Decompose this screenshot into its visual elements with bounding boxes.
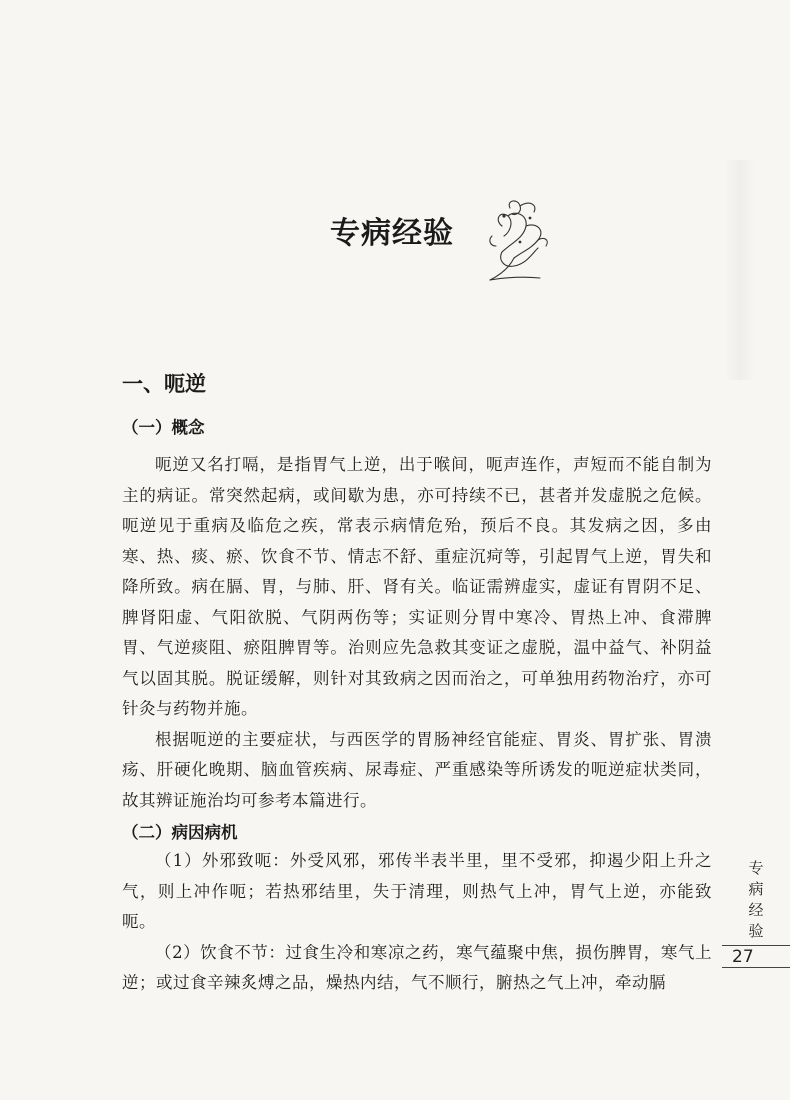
paragraph: （2）饮食不节：过食生冷和寒凉之药，寒气蕴聚中焦，损伤脾胃，寒气上逆；或过食辛辣炙煿之品，燥热内结，气不顺行，腑热之气上冲，牵动膈 <box>122 942 712 992</box>
page-number-rule-top <box>722 945 790 946</box>
subsection-heading-causes: （二）病因病机 <box>122 823 238 842</box>
concept-text <box>122 450 712 816</box>
cause-text <box>122 846 712 999</box>
chapter-title: 专病经验 <box>330 216 454 251</box>
page-number-rule-bottom <box>722 967 790 968</box>
paragraph: （1）外邪致呃：外受风邪，邪传半表半里，里不受邪，抑遏少阳上升之气，则上冲作呃；若热邪结里，失于清理，则热气上冲，胃气上逆，亦能致呃。 <box>122 851 712 931</box>
page-number: 27 <box>732 947 754 967</box>
side-tab-char: 专 <box>748 859 764 877</box>
side-tab-char: 病 <box>748 880 764 898</box>
paragraph: 呃逆又名打嗝，是指胃气上逆，出于喉间，呃声连作，声短而不能自制为主的病证。常突然起病，或间歇为患，亦可持续不已，甚者并发虚脱之危候。呃逆见于重病及临危之疾，常表示病情危殆，预后不良。其发病之因，多由寒、热、痰、瘀、饮食不节、情志不舒、重症沉疴等，引起胃气上逆，胃失和降所致。病在膈、胃，与肺、肝、肾有关。临证需辨虚实，虚证有胃阴不足、脾肾阳虚、气阳欲脱、气阴两伤等；实证则分胃中寒冷、胃热上冲、食滞脾胃、气逆痰阻、瘀阻脾胃等。治则应先急救其变证之虚脱，温中益气、补阴益气以固其脱。脱证缓解，则针对其致病之因而治之，可单独用药物治疗，亦可针灸与药物并施。 <box>122 455 712 718</box>
chapter-title-block <box>310 196 570 296</box>
page-shadow <box>725 160 755 380</box>
side-tab-char: 验 <box>748 922 764 940</box>
lotus-ornament-icon <box>480 196 560 291</box>
paragraph: 根据呃逆的主要症状，与西医学的胃肠神经官能症、胃炎、胃扩张、胃溃疡、肝硬化晚期、脑血管疾病、尿毒症、严重感染等所诱发的呃逆症状类同，故其辨证施治均可参考本篇进行。 <box>122 729 712 810</box>
side-tab <box>726 858 786 942</box>
subsection-heading-concept: （一）概念 <box>122 418 205 437</box>
section-heading: 一、呃逆 <box>122 372 206 396</box>
side-tab-char: 经 <box>748 901 764 919</box>
